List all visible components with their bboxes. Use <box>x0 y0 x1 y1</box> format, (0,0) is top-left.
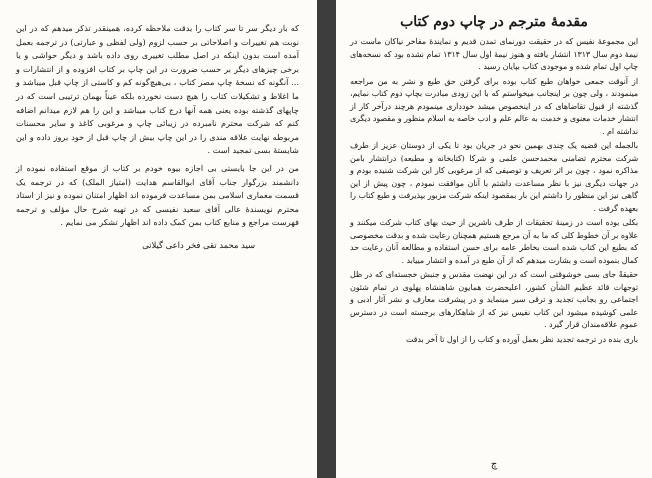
left-paragraph-1: که بار دیگر سر تا سر کتاب را بدقت ملاحظه کرده، همینقدر تذکر میدهم که در این نوبت هم تغییرات و اصلاحاتی بر حسب لزوم (ولی لفظی و عبارتی) در ترجمه بعمل آمده است بدون اینکه در اصل مطلب تغییری روی داده باشد و دیگر حواشی و یا برخی چیزهای دیگر بر حسب ضرورت در این چاپ بر کتاب افزوده و از انتشارات و ... آنگونه که نسخهٔ چاپ مصر کتاب ، بی‌هیچ‌گونه کم و کاستی از چاپ قبل میباشد و ما اغلاط و تشکیلات کتاب را هیچ دست نخورده بلکه عیناً بهمان ترتیبی است که در چاپهای گذشته بوده یعنی همه آنها درج کتاب میباشد و این را هم لازم میدانم اضافه کنم که شرکت محترم نامبرده در زیبائی چاپ و مرغوبی کاغذ و سایر محسنات مربوطه نهایت علاقه مندی را در این چاپ بیش از چاپ قبل از خود بروز داده و این شایستهٔ بسی تمجید است . <box>16 23 299 156</box>
left-page <box>0 0 317 478</box>
right-paragraph-6: باری بنده در ترجمه تجدید نظر بعمل آورده و کتاب را از اول تا آخر بدقت <box>405 334 638 344</box>
translator-signature: سید محمد تقی فخر داعی گیلانی <box>142 239 255 250</box>
right-page <box>336 0 652 478</box>
right-paragraph-4: بکلی بوده است در زمینهٔ تحقیقات از طرف ناشرین از حیث بهای کتاب شرکت میکنند و علاوه بر آن خطوط کلی که ما به آن مرجع هستیم همچنان رعایت شده و بدقت مخصوصی که بطبع این کتاب شده است بخاطر عامه برای حسن استفاده و مطالعه آنان رعایت حد کمال بنموده است و بشارت میدهم که از آن طبع در آمده و انتشار مییابد . <box>350 218 638 265</box>
right-paragraph-1: این مجموعهٔ نفیس که در حقیقت دورنمای تمدن قدیم و نمایندهٔ مفاخر نیاکان ماست در نیمهٔ دوم سال ۱۳۱۳ انتشار یافته و هنوز نیمهٔ اول سال ۱۳۱۴ تمام نشده بود که نسخه‌های چاپ اول تمام شده و موجودی کتاب بپایان رسید . <box>350 37 638 71</box>
page-title: مقدمهٔ مترجم در چاپ دوم کتاب <box>400 14 588 30</box>
page-number: چ <box>490 459 498 470</box>
left-paragraph-2: من در این جا بایستی بی اجازه بیوه خودم بر کتاب از موقع استفاده نموده از دانشمند بزرگوار جناب آقای ابوالقاسم هدایت (امتیاز الملک) که در ترجمه یک قسمت معماری اسلامی بمن مساعدت فرموده اند اظهار امتنان نموده و نیز از استاد محترم نویسندهٔ عالی آقای سعید نفیسی که در تهیه شرح حال مؤلف و ترجمه فهرست مراجع و منابع کتاب بمن کمک داده اند اظهار تشکر می نمایم . <box>16 162 299 228</box>
right-paragraph-2: از آنوقت جمعی خواهان طبع کتاب بوده برای گرفتن حق طبع و نشر به من مراجعه مینمودند ، ولی چون بر اینجانب میخواستم که با این زودی مبادرت بچاپ دوم کتاب نمایم، گذشته از قبول تقاضاهای که در اینخصوص میشد خودداری مینمودم هرچند درآخر کار از انتشار خدمات معنوی و خدمت به عالم علم و ادب خاصه به اسلام منظور و مقصود دیگری نداشته ام . <box>350 76 638 136</box>
page-gutter <box>317 0 336 478</box>
right-paragraph-3: بالجمله این قضیه یک چندی بهمین نحو در جریان بود تا یکی از دوستان عزیز از طرف شرکت محترم تضامنی محمدحسن علمی و شرکا (کتابخانه و مطبعه) درانتشار بامن مذاکره نمود ، چون بر اثر تعریف و توصیفی که از مرغوبی کار این شرکت شنیده بودم و در جهات دیگری نیز با نظر مساعدت داشتم با آنان موافقت نمودم ، چون پیش از این گاهی نیز این منظور را داشتم این بار بمقصود اینکه شرکت مزبور بپذیرفت و طبع کتاب را بعهده گرفت . <box>350 141 638 213</box>
right-paragraph-5: حقیقةً جای بسی خوشوقتی است که در این نهضت مقدس و جنبش خجسته‌ای که در ظل توجهات قائد عظیم الشأن کشور، اعلیحضرت همایون شاهنشاه پهلوی در تمام شئون اجتماعی رو بجانب تجدید و ترقی سیر مینماید و در پیشرفت معارف و نشر آثار ادبی و علمی کوشیده میشود این کتاب نفیس نیز که از شاهکارهای برجسته است در دسترس عموم علاقه‌مندان قرار گیرد . <box>350 270 638 329</box>
